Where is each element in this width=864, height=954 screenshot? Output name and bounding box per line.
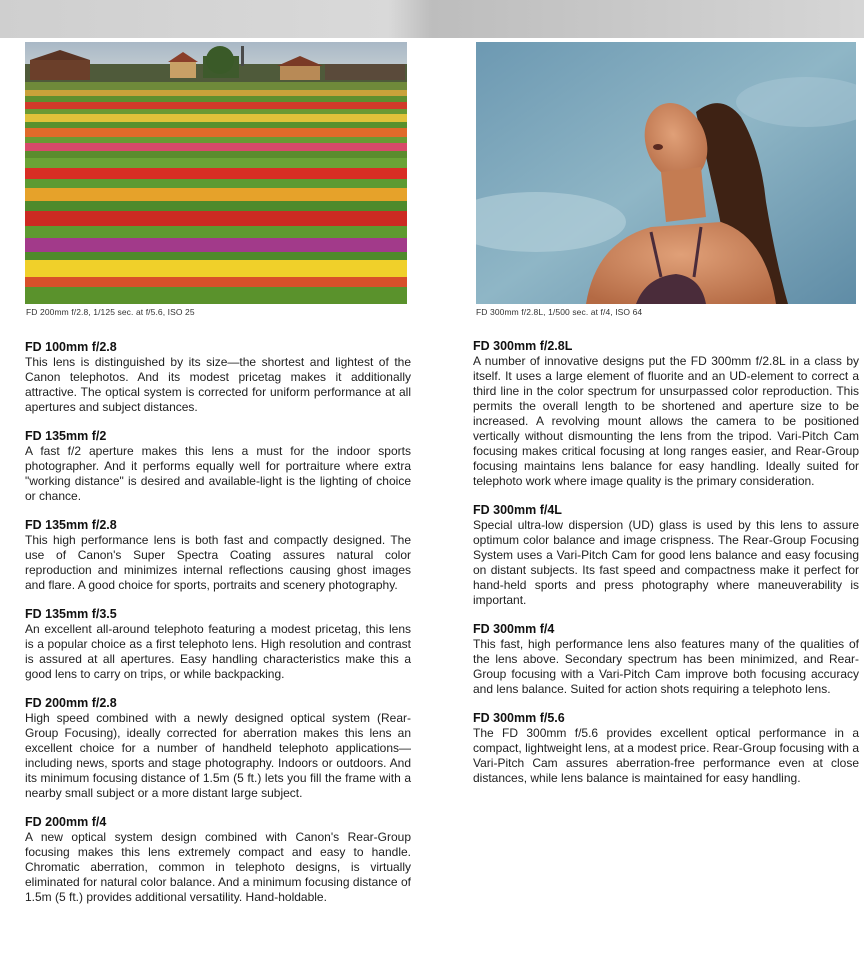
tulip-field-photo [25, 42, 407, 304]
lens-entry [25, 815, 411, 905]
lens-description: The FD 300mm f/5.6 provides excellent optical performance in a compact, lightweight lens, at a modest price. Rear-Group focusing with a Vari-Pitch Cam assures aberration-free performance even at close distances, while lens balance is maintained for easy handling. [473, 726, 859, 785]
top-scan-band [0, 0, 864, 38]
lens-entry [25, 518, 411, 593]
lens-title: FD 300mm f/2.8L [473, 339, 573, 353]
lens-title: FD 135mm f/3.5 [25, 607, 117, 621]
lens-description: High speed combined with a newly designed optical system (Rear-Group Focusing), ideally corrected for aberration makes this lens an excellent choice for a number of handheld telephoto applications—including news, sports and stage photography. Indoors or outdoors. And its minimum focusing distance of 1.5m (5 ft.) lets you fill the frame with a nearby small subject or a more distant large subject. [25, 711, 411, 800]
lens-title: FD 300mm f/5.6 [473, 711, 565, 725]
lens-title: FD 200mm f/4 [25, 815, 107, 829]
tulip-field-illustration [25, 42, 407, 304]
lens-entry [473, 339, 859, 489]
lens-title: FD 300mm f/4 [473, 622, 555, 636]
photo-caption-right: FD 300mm f/2.8L, 1/500 sec. at f/4, ISO 64 [476, 307, 643, 317]
right-lens-column [473, 339, 859, 800]
woman-photo [476, 42, 856, 304]
lens-entry [25, 340, 411, 415]
lens-title: FD 100mm f/2.8 [25, 340, 117, 354]
lens-description: A number of innovative designs put the FD 300mm f/2.8L in a class by itself. It uses a large element of fluorite and an UD-element to correct a third line in the color spectrum for unsurpassed color reproduction. This permits the overall length to be shortened and aperture size to be increased. A revolving mount allows the camera to be positioned vertically without dismounting the lens from the tripod. Vari-Pitch Cam focusing makes critical focusing at long ranges easier, and Rear-Group focusing maintains lens balance for easy handling. Ideally suited for telephoto work where image quality is the primary consideration. [473, 354, 859, 488]
lens-description: An excellent all-around telephoto featuring a modest pricetag, this lens is a popular choice as a first telephoto lens. High resolution and contrast is assured at all apertures. Easy handling characteristics make this a good lens to carry on trips, or while backpacking. [25, 622, 411, 681]
lens-description: This fast, high performance lens also features many of the qualities of the lens above. Secondary spectrum has been minimized, and Rear-Group focusing with a Vari-Pitch Cam improve both focusing accuracy and lens balance. Suited for action shots requiring a telephoto lens. [473, 637, 859, 696]
lens-entry [25, 696, 411, 801]
lens-entry [473, 711, 859, 786]
lens-title: FD 200mm f/2.8 [25, 696, 117, 710]
lens-title: FD 135mm f/2 [25, 429, 107, 443]
lens-entry [473, 622, 859, 697]
lens-entry [25, 429, 411, 504]
left-lens-column [25, 340, 411, 919]
lens-description: This high performance lens is both fast and compactly designed. The use of Canon's Super Spectra Coating assures natural color reproduction and minimizes internal reflections causing ghost images and flare. A good choice for sports, portraits and scenery photography. [25, 533, 411, 592]
woman-illustration [476, 42, 856, 304]
lens-entry [25, 607, 411, 682]
lens-description: A new optical system design combined with Canon's Rear-Group focusing makes this lens extremely compact and easy to handle. Chromatic aberration, common in telephoto designs, is virtually eliminated for natural color balance. And a minimum focusing distance of 1.5m (5 ft.) provides additional versatility. Hand-holdable. [25, 830, 411, 904]
lens-description: A fast f/2 aperture makes this lens a must for the indoor sports photographer. And it performs equally well for portraiture where extra "working distance" is desired and available-light is the lighting of choice or chance. [25, 444, 411, 503]
lens-description: This lens is distinguished by its size—the shortest and lightest of the Canon telephotos. And its modest pricetag makes it additionally attractive. The optical system is corrected for uniform performance at all apertures and subject distances. [25, 355, 411, 414]
lens-entry [473, 503, 859, 608]
photo-caption-left: FD 200mm f/2.8, 1/125 sec. at f/5.6, ISO 25 [26, 307, 195, 317]
lens-title: FD 300mm f/4L [473, 503, 562, 517]
lens-title: FD 135mm f/2.8 [25, 518, 117, 532]
lens-description: Special ultra-low dispersion (UD) glass is used by this lens to assure optimum color balance and image crispness. The Rear-Group Focusing System uses a Vari-Pitch Cam for good lens balance and easy focusing on distant subjects. Its fast speed and compactness make it perfect for hand-held sports and press photography where maneuverability is important. [473, 518, 859, 607]
